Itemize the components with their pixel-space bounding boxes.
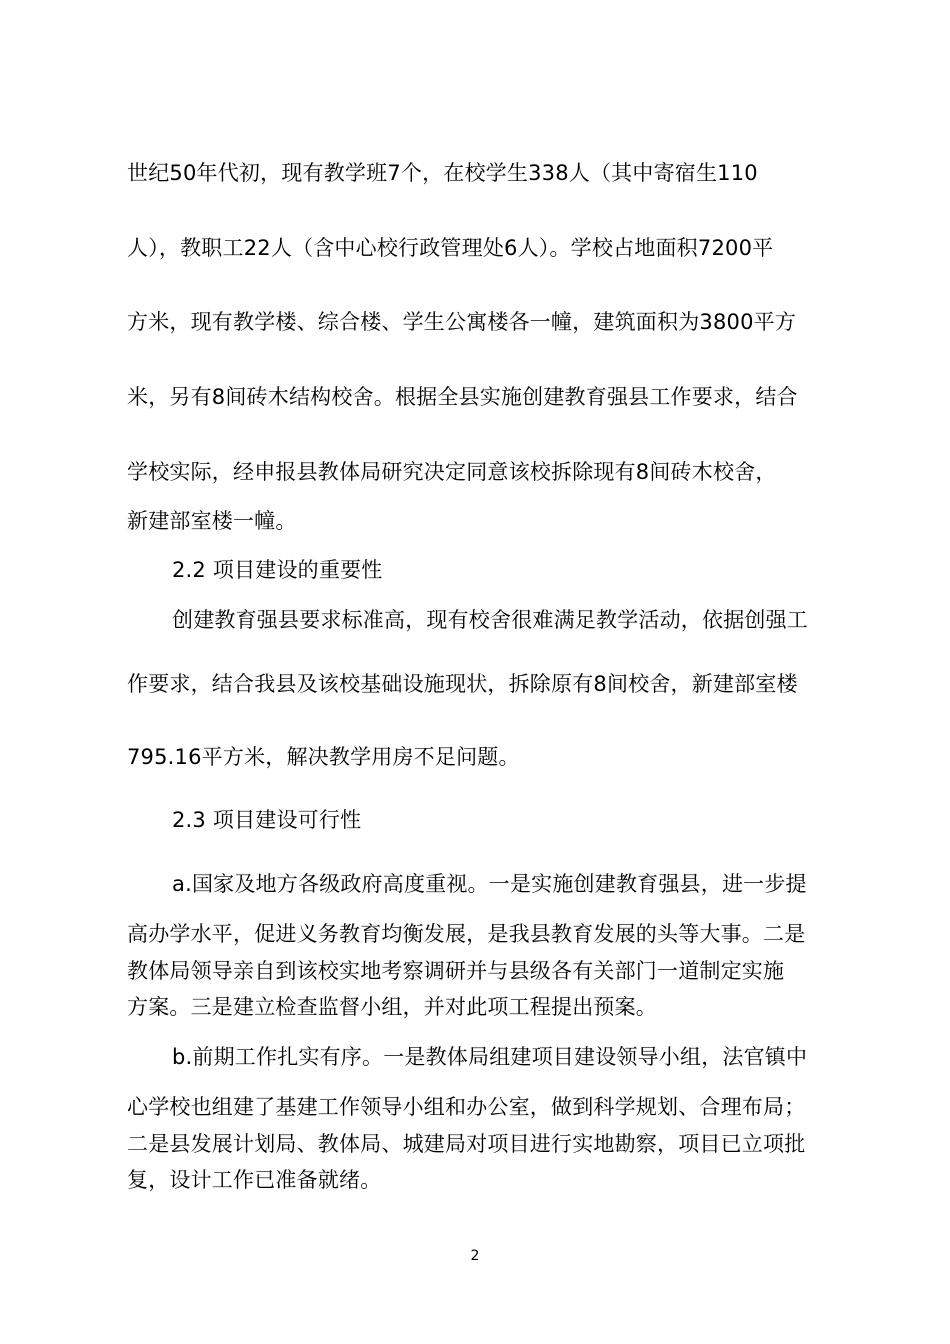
paragraph-line: 学校实际，经申报县教体局研究决定同意该校拆除现有8间砖木校舍， bbox=[127, 460, 777, 484]
paragraph-line: 新建部室楼一幢。 bbox=[127, 509, 297, 533]
paragraph-line: a.国家及地方各级政府高度重视。一是实施创建教育强县，进一步提 bbox=[172, 872, 807, 896]
section-heading: 2.2 项目建设的重要性 bbox=[172, 558, 383, 582]
paragraph-line: 方案。三是建立检查监督小组，并对此项工程提出预案。 bbox=[127, 995, 657, 1019]
paragraph-line: 作要求，结合我县及该校基础设施现状，拆除原有8间校舍，新建部室楼 bbox=[127, 672, 798, 696]
paragraph-line: 创建教育强县要求标准高，现有校舍很难满足教学活动，依据创强工 bbox=[172, 608, 808, 632]
paragraph-line: 二是县发展计划局、教体局、城建局对项目进行实地勘察，项目已立项批 bbox=[127, 1132, 806, 1156]
paragraph-line: 心学校也组建了基建工作领导小组和办公室，做到科学规划、合理布局； bbox=[127, 1095, 806, 1119]
paragraph-line: 复，设计工作已准备就绪。 bbox=[127, 1168, 382, 1192]
section-heading: 2.3 项目建设可行性 bbox=[172, 808, 362, 832]
paragraph-line: b.前期工作扎实有序。一是教体局组建项目建设领导小组，法官镇中 bbox=[172, 1045, 808, 1069]
paragraph-line: 方米，现有教学楼、综合楼、学生公寓楼各一幢，建筑面积为3800平方 bbox=[127, 310, 797, 334]
paragraph-line: 教体局领导亲自到该校实地考察调研并与县级各有关部门一道制定实施 bbox=[127, 959, 785, 983]
paragraph-line: 世纪50年代初，现有教学班7个，在校学生338人（其中寄宿生110 bbox=[127, 161, 758, 185]
paragraph-line: 795.16平方米，解决教学用房不足问题。 bbox=[127, 745, 520, 769]
paragraph-line: 米，另有8间砖木结构校舍。根据全县实施创建教育强县工作要求，结合 bbox=[127, 385, 798, 409]
paragraph-line: 高办学水平，促进义务教育均衡发展，是我县教育发展的头等大事。二是 bbox=[127, 922, 806, 946]
page-number: 2 bbox=[470, 1248, 480, 1264]
paragraph-line: 人），教职工22人（含中心校行政管理处6人）。学校占地面积7200平 bbox=[127, 236, 774, 260]
